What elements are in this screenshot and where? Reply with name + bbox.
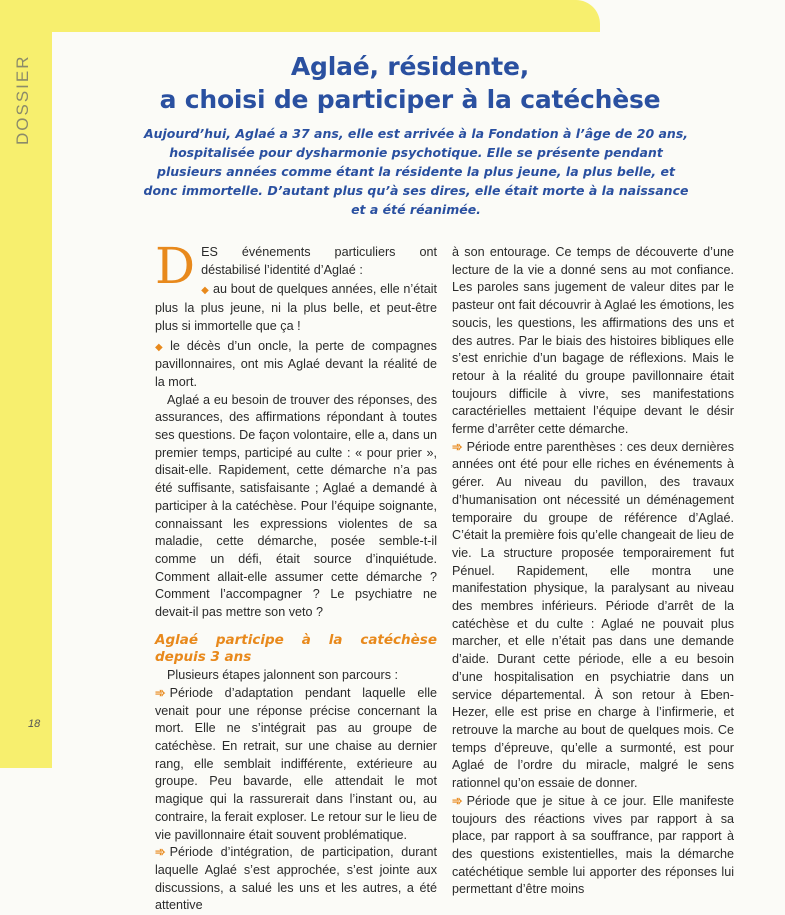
bullet-paragraph — [155, 281, 437, 335]
arrow-icon: ➾ — [155, 845, 166, 860]
text: Période d’intégration, de participation, durant laquelle Aglaé s’est approchée, s’est jointe aux discussions, a salué les uns et les autres, a été attentive — [155, 845, 437, 913]
arrow-icon: ➾ — [452, 439, 463, 454]
text: Période d’adaptation pendant laquelle elle venait pour une réponse précise concernant la mort. Elle ne s’intégrait pas au groupe de catéchèse. En retrait, sur une chaise au dernier rang, elle semblait indifférente, extérieure au groupe. Peu bavarde, elle attendait le mot magique qui la rassurerait dans l’instant ou, au contraire, la ferait exploser. Le retour sur le lieu de vie pavillonnaire était souvent problématique. — [155, 685, 437, 842]
text: ES événements particuliers ont déstabilisé l’identité d’Aglaé : — [201, 245, 437, 277]
section-label: DOSSIER — [13, 54, 32, 146]
paragraph: à son entourage. Ce temps de découverte d’une lecture de la vie a donné sens au mot confiance. Les paroles sans jugement de valeur dites par le pasteur ont fait découvrir à Aglaé les émotions, les soucis, les questions, les affirmations des uns et des autres. Par le biais des histoires bibliques elle s’est enrichie d’un bagage de réflexions. Mais le retour à la réalité du groupe pavillonnaire était toujours difficile à vivre, ses manifestations caractérielles mettaient l’équipe devant le désir ferme d’arrêter cette démarche. — [452, 245, 734, 437]
arrow-paragraph — [452, 793, 734, 899]
text: Période entre parenthèses : ces deux dernières années ont été pour elle riches en événements à gérer. Au niveau du pavillon, des travaux d’humanisation ont nécessité un déménagement temporaire du groupe de référence d’Aglaé. C’était la première fois qu’elle changeait de lieu de vie. La structure proposée temporairement fut Pénuel. Rapidement, elle montra une manifestation physique, la paralysant au niveau des membres inférieurs. Période d’arrêt de la catéchèse et du culte : Aglaé ne pouvait plus marcher, et elle n’était pas dans une demande d’aide. Durant cette période, elle a eu besoin d’une hospitalisation en psychiatrie dans un service départemental. À son retour à Eben-Hezer, elle est prise en charge à l’infirmerie, et retrouve la marche au bout de quelques mois. Ce temps d’épreuve, qu’elle a surmonté, est pour Aglaé de l’ordre du miracle, malgré le sens rationnel qu’on essaie de donner. — [452, 439, 734, 791]
diamond-bullet-icon: ◆ — [201, 285, 210, 297]
intro-paragraph: Aujourd’hui, Aglaé a 37 ans, elle est arrivée à la Fondation à l’âge de 20 ans, hospitalisée pour dysharmonie psychotique. Elle se présente pendant plusieurs années comme étant la résidente la plus jeune, la plus belle, et donc immortelle. D’autant plus qu’à ses dires, elle était morte à la naissance et a été réanimée. — [143, 126, 689, 217]
bullet-paragraph — [155, 338, 437, 392]
title-line-1: Aglaé, résidente, — [290, 52, 530, 81]
drop-cap: D — [155, 237, 196, 295]
text: Période que je situe à ce jour. Elle manifeste toujours des réactions vives par rapport à sa place, par rapport à sa souffrance, par rapport à des questions existentielles, mais la démarche catéchétique semble lui apporter des réponses lui permettant d’être moins — [452, 793, 734, 897]
column-left — [155, 237, 437, 915]
subheading: Aglaé participe à la catéchèse depuis 3 ans — [155, 631, 437, 666]
article-title — [120, 50, 700, 116]
paragraph: Aglaé a eu besoin de trouver des réponses, des assurances, des affirmations répondant à toutes ses questions. De façon volontaire, elle a, dans un premier temps, participé au culte : « pour prier », disait-elle. Rapidement, cette démarche n’a pas été suffisante, satisfaisante ; Aglaé a demandé à participer à la catéchèse. Pour l’équipe soignante, connaissant les expressions violentes de sa maladie, cette démarche, posée semble-t-il comme un défi, était source d’inquiétude. Comment allait-elle assumer cette démarche ? Comment l’accompagner ? Le psychiatre ne devait-il pas mettre son veto ? — [155, 392, 437, 620]
page-number: 18 — [28, 718, 41, 730]
paragraph: Plusieurs étapes jalonnent son parcours : — [167, 668, 399, 683]
paragraph — [155, 237, 437, 295]
arrow-icon: ➾ — [155, 685, 166, 700]
diamond-bullet-icon: ◆ — [155, 341, 167, 353]
arrow-paragraph — [452, 439, 734, 793]
column-right — [452, 244, 734, 899]
arrow-paragraph — [155, 685, 437, 844]
top-yellow-band — [0, 0, 600, 32]
arrow-icon: ➾ — [452, 793, 463, 808]
arrow-paragraph — [155, 844, 437, 915]
title-line-2: a choisi de participer à la catéchèse — [159, 85, 661, 114]
text: au bout de quelques années, elle n’était plus la plus jeune, ni la plus belle, et peut-être plus si immortelle que ça ! — [155, 282, 437, 333]
text: le décès d’un oncle, la perte de compagnes pavillonnaires, ont mis Aglaé devant la réalité de la mort. — [155, 338, 437, 389]
